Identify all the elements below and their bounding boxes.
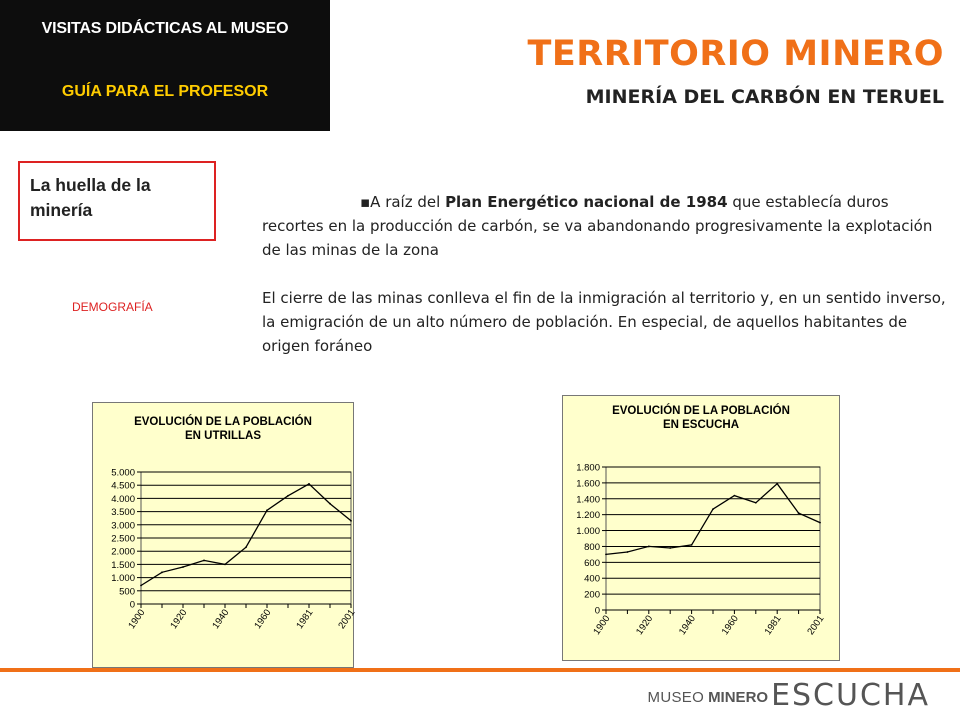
logo-escucha: ESCUCHA: [771, 678, 930, 713]
utrillas-x-tick-label: 1920: [168, 607, 190, 632]
utrillas-x-tick-label: 1981: [294, 607, 316, 632]
escucha-y-tick-label: 200: [584, 589, 600, 601]
escucha-y-tick-label: 400: [584, 573, 600, 585]
footer-divider: [0, 668, 960, 672]
utrillas-x-tick-label: 1940: [210, 607, 232, 632]
utrillas-data-point: [224, 564, 226, 566]
escucha-data-point: [819, 522, 821, 524]
utrillas-x-tick-label: 1900: [126, 607, 148, 632]
utrillas-y-tick-label: 3.000: [111, 520, 135, 532]
page-title: TERRITORIO MINERO: [527, 34, 944, 74]
escucha-y-tick-label: 1.400: [576, 494, 600, 506]
utrillas-data-point: [329, 503, 331, 505]
paragraph-1-intro: A raíz del: [370, 193, 446, 211]
escucha-y-tick-label: 600: [584, 557, 600, 569]
utrillas-y-tick-label: 4.500: [111, 480, 135, 492]
utrillas-y-tick-label: 4.000: [111, 493, 135, 505]
utrillas-y-tick-label: 2.000: [111, 546, 135, 558]
body-text: [262, 190, 952, 358]
escucha-x-tick-label: 2001: [805, 613, 827, 638]
utrillas-data-point: [161, 571, 163, 573]
utrillas-chart: [92, 402, 358, 668]
utrillas-data-point: [287, 495, 289, 497]
escucha-population-line: [606, 484, 820, 555]
escucha-chart-title-line-2: EN ESCUCHA: [662, 419, 740, 431]
escucha-y-tick-label: 1.200: [576, 510, 600, 522]
header-line-1: VISITAS DIDÁCTICAS AL MUSEO: [41, 20, 289, 37]
escucha-data-point: [712, 508, 714, 510]
page-subtitle: MINERÍA DEL CARBÓN EN TERUEL: [585, 86, 944, 108]
escucha-plot-area: [606, 467, 820, 610]
paragraph-1: [262, 190, 952, 262]
escucha-y-tick-label: 800: [584, 541, 600, 553]
escucha-y-tick-label: 1.600: [576, 478, 600, 490]
utrillas-y-tick-label: 3.500: [111, 507, 135, 519]
utrillas-chart-plot: [93, 403, 358, 667]
utrillas-data-point: [182, 566, 184, 568]
escucha-data-point: [627, 551, 629, 553]
utrillas-y-tick-label: 0: [129, 599, 135, 611]
section-title-box: [18, 161, 216, 241]
escucha-data-point: [734, 495, 736, 497]
escucha-y-tick-label: 1.000: [576, 526, 600, 538]
escucha-chart-plot: [563, 396, 839, 660]
utrillas-data-point: [308, 483, 310, 485]
utrillas-data-point: [203, 560, 205, 562]
utrillas-population-line: [141, 484, 351, 586]
utrillas-data-point: [350, 520, 352, 522]
escucha-data-point: [798, 512, 800, 514]
paragraph-2: El cierre de las minas conlleva el fin de la inmigración al territorio y, en un sentido inverso, la emigración de un alto número de población. En especial, de aquellos habitantes de origen foráneo: [262, 289, 946, 355]
utrillas-y-tick-label: 1.500: [111, 559, 135, 571]
escucha-data-point: [691, 544, 693, 546]
utrillas-data-point: [245, 546, 247, 548]
utrillas-y-tick-label: 5.000: [111, 467, 135, 479]
escucha-x-tick-label: 1940: [676, 613, 699, 638]
escucha-x-tick-label: 1981: [762, 613, 784, 638]
escucha-data-point: [605, 553, 607, 555]
utrillas-y-tick-label: 500: [119, 586, 135, 598]
utrillas-y-tick-label: 2.500: [111, 533, 135, 545]
escucha-data-point: [669, 547, 671, 549]
escucha-data-point: [755, 502, 757, 504]
escucha-x-tick-label: 1920: [634, 613, 656, 638]
museum-logo: [648, 678, 930, 713]
escucha-chart: [562, 395, 840, 661]
escucha-chart-title-line-1: EVOLUCIÓN DE LA POBLACIÓN: [612, 405, 790, 417]
utrillas-data-point: [266, 509, 268, 511]
escucha-y-tick-label: 1.800: [576, 462, 600, 474]
header-line-2: GUÍA PARA EL PROFESOR: [61, 83, 269, 100]
escucha-data-point: [776, 483, 778, 485]
escucha-data-point: [648, 546, 650, 548]
logo-museo: MUSEO: [647, 689, 705, 706]
utrillas-chart-title-line-2: EN UTRILLAS: [184, 430, 262, 442]
bullet-icon: ▪: [360, 193, 371, 211]
escucha-x-tick-label: 1960: [719, 613, 741, 638]
utrillas-x-tick-label: 2001: [336, 607, 358, 632]
escucha-x-tick-label: 1900: [591, 613, 613, 638]
utrillas-chart-title-line-1: EVOLUCIÓN DE LA POBLACIÓN: [134, 416, 312, 428]
utrillas-data-point: [140, 585, 142, 587]
section-label: DEMOGRAFÍA: [72, 300, 153, 314]
header-banner: [0, 0, 330, 131]
logo-minero: MINERO: [708, 689, 769, 706]
escucha-y-tick-label: 0: [594, 605, 600, 617]
paragraph-1-emphasis: Plan Energético nacional de 1984: [445, 193, 728, 211]
utrillas-y-tick-label: 1.000: [111, 573, 135, 585]
section-title: La huella de la minería: [30, 175, 151, 220]
paragraph-1-rest: que establecía duros recortes en la producción de carbón, se va abandonando progresivamente la explotación de las minas de la zona: [262, 193, 933, 259]
utrillas-x-tick-label: 1960: [252, 607, 274, 632]
